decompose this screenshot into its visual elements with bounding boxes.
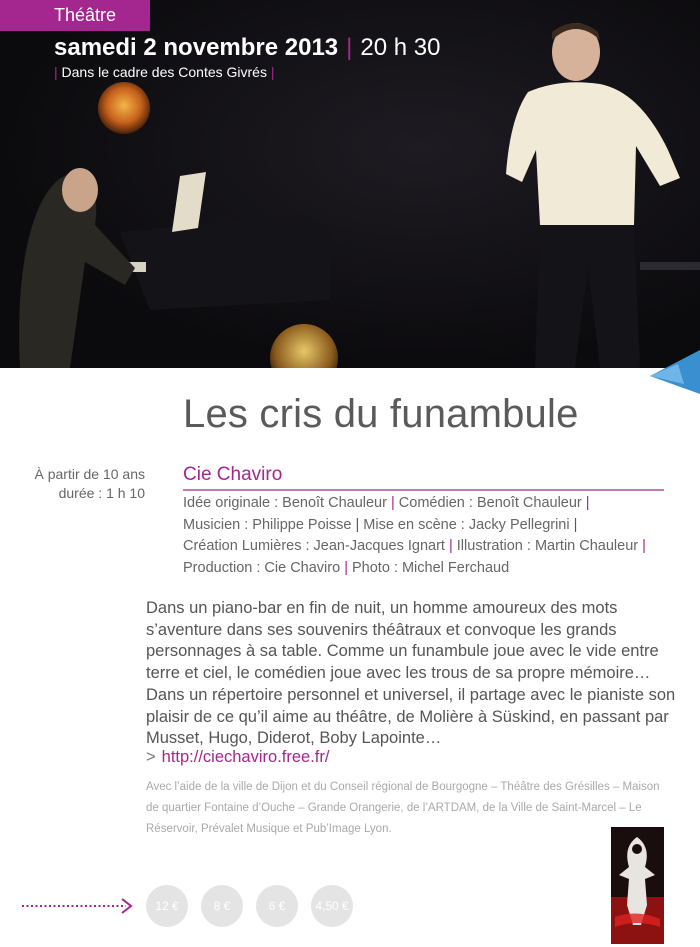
globe-lamp-left <box>98 82 150 134</box>
price-child: 6 € <box>256 885 298 927</box>
credit-item: Idée originale : Benoît Chauleur <box>183 495 387 511</box>
show-title: Les cris du funambule <box>183 392 579 436</box>
hero-photo <box>0 0 700 368</box>
website-line <box>146 748 329 767</box>
price-full: 12 € <box>146 885 188 927</box>
credit-item: Comédien : Benoît Chauleur <box>398 495 582 511</box>
credit-item: Création Lumières : Jean-Jacques Ignart <box>183 538 445 554</box>
credit-item: Photo : Michel Ferchaud <box>352 559 510 576</box>
link-arrow-icon: > <box>146 748 156 766</box>
website-link[interactable]: http://ciechaviro.free.fr/ <box>161 748 330 766</box>
credit-item: Musicien : Philippe Poisse <box>183 516 352 533</box>
credit-item: Illustration : Martin Chauleur <box>456 538 639 554</box>
support-credits: Avec l’aide de la ville de Dijon et du Conseil régional de Bourgogne – Théâtre des Grésilles – Maison de quartier Fontaine d’Ouche – Grande Orangerie, de l’ARTDAM, de la Ville de Saint-Marcel – Le Réservoir, Prévalet Musique et Pub’Image Lyon. <box>146 781 660 835</box>
credit-item: Production : Cie Chaviro <box>183 559 341 576</box>
corner-ribbon-icon <box>644 350 700 394</box>
poster-thumbnail <box>611 827 664 944</box>
category-tag: Théâtre <box>0 0 150 31</box>
separator: | <box>346 34 353 61</box>
credit-item: Mise en scène : Jacky Pellegrini <box>363 516 570 533</box>
age-range: À partir de 10 ans <box>34 466 145 482</box>
event-date: samedi 2 novembre 2013 <box>54 34 339 61</box>
event-context: | Dans le cadre des Contes Givrés | <box>54 64 275 80</box>
duration: durée : 1 h 10 <box>58 485 145 501</box>
credits-list: Idée originale : Benoît Chauleur | Comédien : Benoît Chauleur | Musicien : Philippe Poisse | Mise en scène : Jacky Pellegrini | Création Lumières : Jean-Jacques Ignart | Illustration : Martin Chauleur | Production : Cie Chaviro | Photo : Michel Ferchaud <box>183 495 646 576</box>
event-datetime <box>54 34 440 62</box>
context-label: Dans le cadre des Contes Givrés <box>61 64 267 80</box>
event-time: 20 h 30 <box>360 34 441 61</box>
show-description: Dans un piano-bar en fin de nuit, un homme amoureux des mots s’aventure dans ses souvenirs théâtraux et convoque les grands personnages à sa table. Comme un funambule joue avec le vide entre terre et ciel, le comédien joue avec les trous de sa propre mémoire… Dans un répertoire personnel et universel, il partage avec le pianiste son plaisir de ce qu’il aime au théâtre, de Molière à Süskind, en passant par Musset, Hugo, Diderot, Boby Lapointe… <box>146 599 676 748</box>
dotted-arrow-icon <box>22 896 136 916</box>
audience-info <box>34 465 145 503</box>
price-reduced: 8 € <box>201 885 243 927</box>
price-special: 4,50 € <box>311 885 353 927</box>
company-name: Cie Chaviro <box>183 464 664 491</box>
